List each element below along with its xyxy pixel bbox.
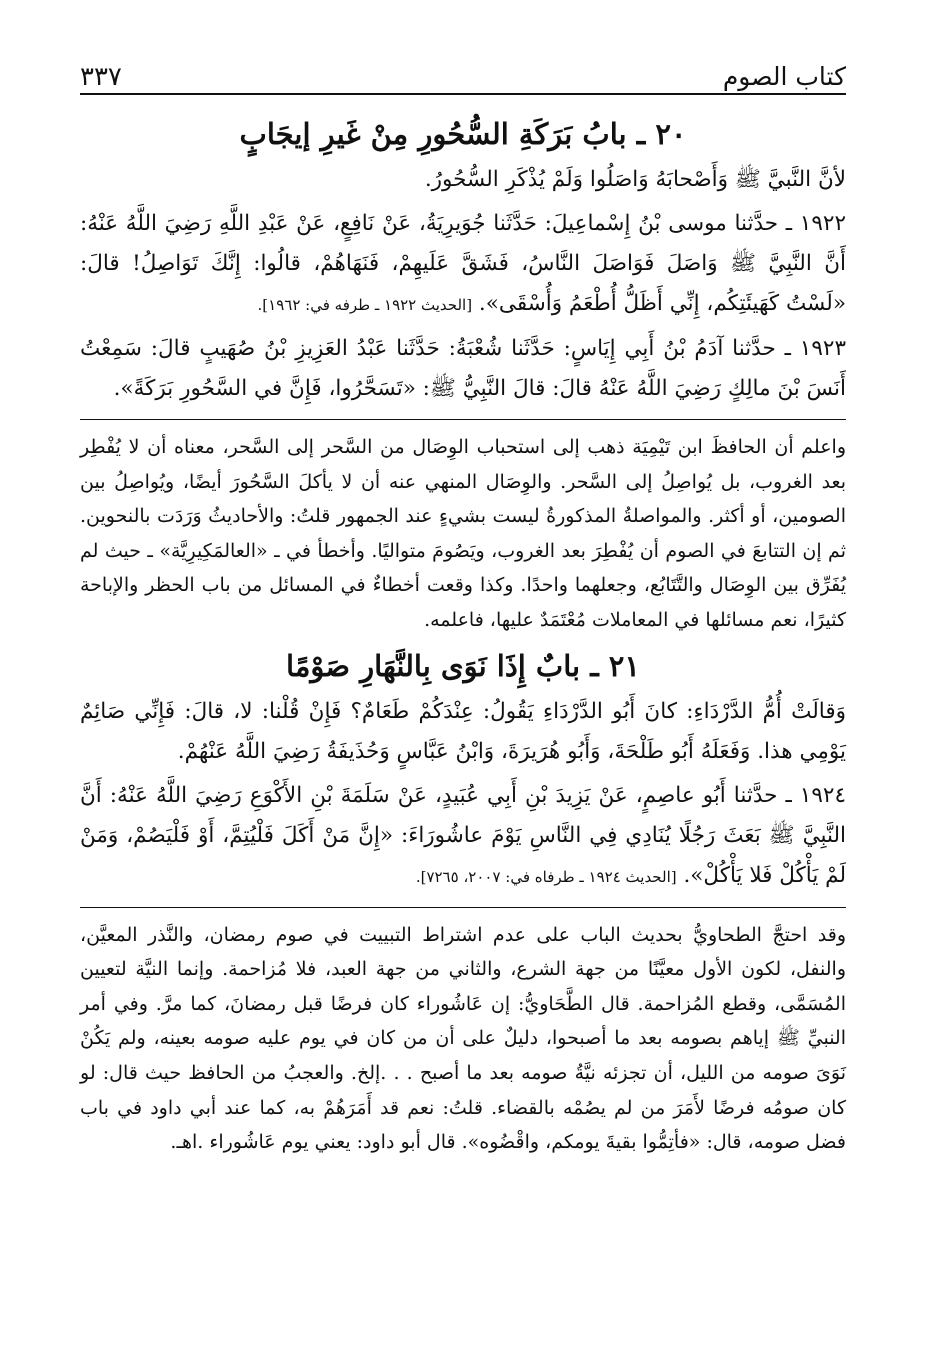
book-title: كتاب الصوم <box>722 62 846 91</box>
page-content <box>80 100 846 1160</box>
commentary-divider-1 <box>80 419 846 420</box>
chapter-20-commentary: واعلم أن الحافظَ ابن تَيْمِيَة ذهب إلى استحباب الوِصَال من السَّحر إلى السَّحر، معناه أن لا يُفْطِر بعد الغروب، بل يُواصِلُ إلى السَّحر. والوِصَال المنهي عنه أن لا يأكلَ السَّحُورَ أيضًا، ويُواصِلُ بين الصومين، أو أكثر. والمواصلةُ المذكورةُ ليست بشيءٍ عند الجمهور قلتُ: والأحاديثُ وَرَدَت بالنحوين. ثم إن التتابعَ في الصوم أن يُفْطِرَ بعد الغروب، ويَصُومَ متواليًا. وأخطأ في ـ «العالمَكِيرِيَّة» ـ حيث لم يُفَرِّق بين الوِصَال والتَّتَابُع، وجعلهما واحدًا. وكذا وقعت أخطاءٌ في المسائل من باب الحظر والإباحة كثيرًا، نعم مسائلها في المعاملات مُعْتَمَدٌ عليها، فاعلمه. <box>80 436 846 631</box>
chapter-20-heading: ٢٠ ـ بابُ بَرَكَةِ السُّحُورِ مِنْ غَيرِ إيجَابٍ <box>239 117 687 151</box>
hadith-1923 <box>80 329 846 409</box>
hadith-1924 <box>80 776 846 897</box>
running-header <box>80 52 846 92</box>
commentary-divider-2 <box>80 907 846 908</box>
chapter-21-commentary: وقد احتجَّ الطحاويُّ بحديث الباب على عدم اشتراط التبييت في صوم رمضان، والنَّذر المعيَّن، والنفل، لكون الأول معيَّنًا من جهة الشرع، والثاني من جهة العبد، فلا مُزاحمة. وإنما النيَّة لتعيين المُسَمَّى، وقطع المُزاحمة. قال الطَّحَاويُّ: إن عَاشُوراء كان فرضًا قبل رمضانَ، كما مرَّ. وفي أمر النبيِّ ﷺ إياهم بصومه بعد ما أصبحوا، دليلٌ على أن من كان في يوم عليه صومه بعينه، ولم يَكُنْ نَوَىَ صومه من الليل، أن تجزئه نيَّةُ صومه بعد ما أصبح . . .إلخ. والعجبُ من الحافظ حيث قال: لو كان صومُه فرضًا لأَمَرَ من لم يصُمْه بالقضاء. قلتُ: نعم قد أَمَرَهُمْ به، كما عند أبي داود في باب فضل صومه، قال: «فأتِمُّوا بقيةَ يومكم، واقْضُوه». قال أبو داود: يعني يوم عَاشُوراء .اهـ. <box>80 923 846 1154</box>
hadith-1924-text: ١٩٢٤ ـ حدَّثنا أَبُو عاصِمٍ، عَنْ يَزِيدَ بْنِ أَبِي عُبَيدٍ، عَنْ سَلَمَةَ بْنِ الأَكْوَعِ رَضِيَ اللَّهُ عَنْهُ: أَنَّ النَّبِيَّ ﷺ بَعَثَ رَجُلًا يُنَادِي فِي النَّاسِ يَوْمَ عاشُورَاءَ: «إِنَّ مَنْ أَكَلَ فَلْيُتِمَّ، أَوْ فَلْيَصُمْ، وَمَنْ لَمْ يَأْكُلْ فَلا يَأْكُلْ». <box>80 782 846 888</box>
chapter-20-matn: لأنَّ النَّبيَّ ﷺ وَأَصْحابَهُ وَاصَلُوا وَلَمْ يُذْكَرِ السُّحُورُ. <box>424 167 846 192</box>
chapter-21-matn: وَقالَتْ أُمُّ الدَّرْدَاءِ: كانَ أَبُو الدَّرْدَاءِ يَقُولُ: عِنْدَكُمْ طَعَامٌ؟ فَإِنْ قُلْنا: لا، قالَ: فَإِنِّي صَائِمٌ يَوْمِي هذا. وَفَعَلَهُ أَبُو طَلْحَةَ، وَأَبُو هُرَيرَةَ، وَابْنُ عَبَّاسٍ وَحُذَيفَةُ رَضِيَ اللَّهُ عَنْهُمْ. <box>80 698 846 764</box>
page-number: ٣٣٧ <box>80 62 122 92</box>
hadith-1924-ref: [الحديث ١٩٢٤ ـ طرفاه في: ٢٠٠٧، ٧٢٦٥]. <box>415 867 677 886</box>
hadith-1922 <box>80 204 846 325</box>
header-rule <box>80 93 846 95</box>
hadith-1922-text: ١٩٢٢ ـ حدَّثنا موسى بْنُ إِسْماعِيلَ: حَدَّثَنا جُوَيرِيَةُ، عَنْ نَافِعٍ، عَنْ عَبْدِ اللَّهِ رَضِيَ اللَّهُ عَنْهُ: أَنَّ النَّبِيَّ ﷺ وَاصَلَ فَوَاصَلَ النَّاسُ، فَشَقَّ عَلَيهِمْ، فَنَهَاهُمْ، قالُوا: إِنَّكَ تَوَاصِلُ! قالَ: «لَسْتُ كَهَيئَتِكُم، إِنِّي أَظَلُّ أُطْعَمُ وَأُسْقَى». <box>80 211 846 316</box>
hadith-1922-ref: [الحديث ١٩٢٢ ـ طرفه في: ١٩٦٢]. <box>257 296 473 314</box>
chapter-21-heading: ٢١ ـ بابٌ إِذَا نَوَى بِالنَّهَارِ صَوْمًا <box>286 648 640 683</box>
hadith-1923-text: ١٩٢٣ ـ حدَّثنا آدَمُ بْنُ أَبِي إِيَاسٍ: حَدَّثَنا شُعْبَةُ: حَدَّثَنا عَبْدُ العَزِيزِ بْنُ صُهَيبٍ قالَ: سَمِعْتُ أَنَسَ بْنَ مالِكٍ رَضِيَ اللَّهُ عَنْهُ قالَ: قالَ النَّبِيُّ ﷺ: «تَسَحَّرُوا، فَإِنَّ في السَّحُورِ بَرَكَةً». <box>80 336 846 401</box>
